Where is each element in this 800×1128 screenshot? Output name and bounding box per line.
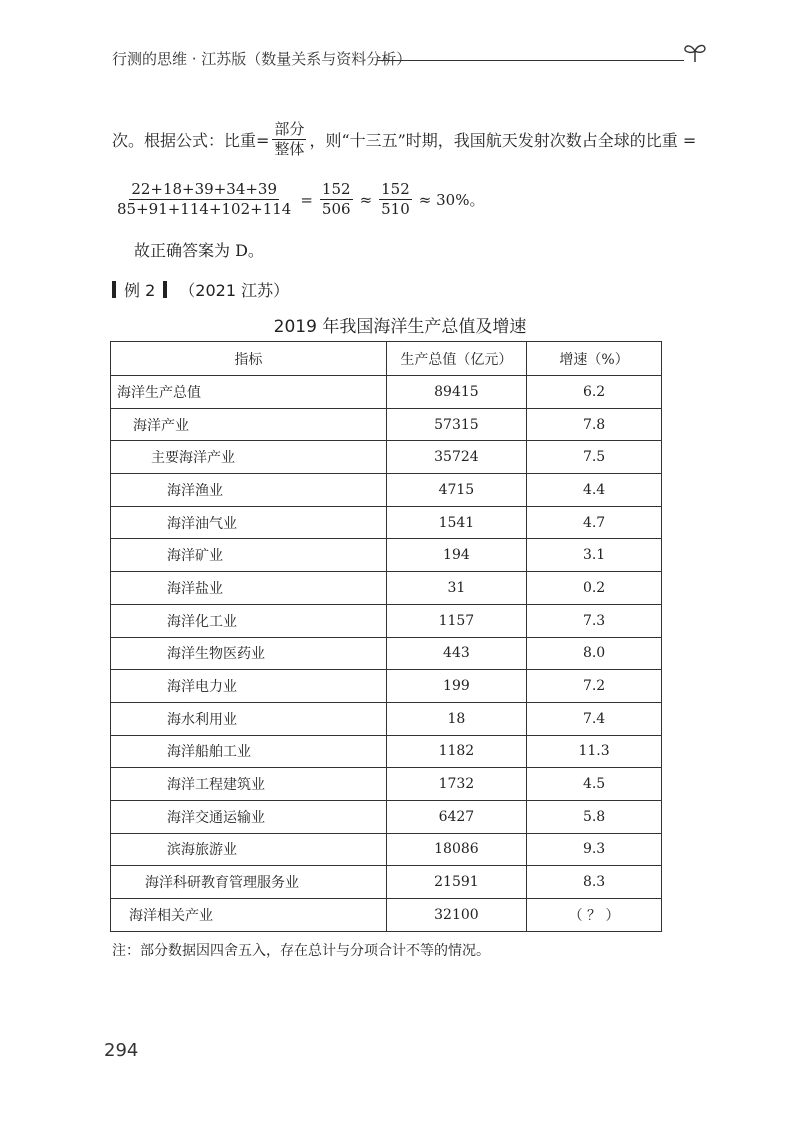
table-row	[111, 506, 662, 539]
row-rate: 11.3	[527, 735, 662, 768]
row-value: 89415	[386, 376, 526, 409]
example-source: （2021 江苏）	[179, 281, 290, 300]
page-number: 294	[104, 1040, 139, 1061]
row-name: 海洋盐业	[111, 572, 387, 605]
row-rate: 5.8	[527, 800, 662, 833]
table-row	[111, 637, 662, 670]
row-value: 443	[386, 637, 526, 670]
row-rate: 6.2	[527, 376, 662, 409]
row-rate: 7.8	[527, 408, 662, 441]
row-rate: 4.4	[527, 474, 662, 507]
table-row	[111, 539, 662, 572]
row-value: 1541	[386, 506, 526, 539]
row-name: 海洋工程建筑业	[111, 768, 387, 801]
result-denominator: 506	[321, 200, 351, 218]
bar-mark-right	[163, 281, 167, 298]
row-value: 1182	[386, 735, 526, 768]
row-name: 海洋化工业	[111, 604, 387, 637]
table-row	[111, 800, 662, 833]
header-rule	[377, 60, 684, 61]
row-name: 海洋交通运输业	[111, 800, 387, 833]
row-rate: 4.5	[527, 768, 662, 801]
line1-suffix: ，则“十三五”时期，我国航天发射次数占全球的比重 =	[309, 131, 697, 150]
row-value: 18	[386, 702, 526, 735]
row-rate: 7.4	[527, 702, 662, 735]
table-row	[111, 474, 662, 507]
row-rate: 3.1	[527, 539, 662, 572]
row-value: 6427	[386, 800, 526, 833]
sprout-icon	[682, 40, 708, 64]
row-rate: 7.5	[527, 441, 662, 474]
row-rate: 0.2	[527, 572, 662, 605]
row-value: 194	[386, 539, 526, 572]
table-row	[111, 670, 662, 703]
row-value: 35724	[386, 441, 526, 474]
table-row	[111, 376, 662, 409]
approx-fraction	[379, 180, 412, 219]
table-row	[111, 702, 662, 735]
result-fraction	[320, 180, 353, 219]
row-name: 海洋科研教育管理服务业	[111, 866, 387, 899]
table-row	[111, 866, 662, 899]
solution-text-line1	[112, 120, 696, 159]
row-rate: 7.2	[527, 670, 662, 703]
row-value: 1732	[386, 768, 526, 801]
bar-mark-left	[112, 281, 116, 298]
table-header-row	[111, 342, 662, 376]
row-rate: 4.7	[527, 506, 662, 539]
table-row	[111, 833, 662, 866]
table-row	[111, 768, 662, 801]
table-note: 注：部分数据因四舍五入，存在总计与分项合计不等的情况。	[112, 943, 490, 959]
row-name: 海洋油气业	[111, 506, 387, 539]
table-title: 2019 年我国海洋生产总值及增速	[273, 317, 527, 337]
header-growth: 增速（%）	[527, 342, 662, 376]
row-name: 滨海旅游业	[111, 833, 387, 866]
ocean-output-table	[110, 341, 662, 932]
fraction-numerator: 部分	[274, 120, 305, 138]
answer-statement: 故正确答案为 D。	[134, 241, 264, 260]
sum-denominator: 85+91+114+102+114	[117, 200, 292, 218]
final-result: ≈ 30%。	[418, 191, 485, 209]
row-value: 4715	[386, 474, 526, 507]
equals-sign: =	[300, 190, 313, 209]
row-name: 海洋生产总值	[111, 376, 387, 409]
line1-prefix: 次。根据公式：比重=	[112, 131, 270, 150]
result-numerator: 152	[321, 180, 351, 198]
approx-denominator: 510	[381, 200, 410, 218]
row-rate: 9.3	[527, 833, 662, 866]
row-name: 海洋船舶工业	[111, 735, 387, 768]
row-name: 海洋产业	[111, 408, 387, 441]
row-name: 海洋矿业	[111, 539, 387, 572]
book-title: 行测的思维 · 江苏版（数量关系与资料分析）	[112, 50, 412, 68]
running-header	[112, 48, 702, 72]
row-value: 31	[386, 572, 526, 605]
row-name: 海洋渔业	[111, 474, 387, 507]
row-name: 海洋生物医药业	[111, 637, 387, 670]
example-label: 例 2	[124, 281, 156, 300]
ratio-formula-fraction	[272, 120, 306, 159]
row-name: 海水利用业	[111, 702, 387, 735]
approx-sign: ≈	[359, 190, 373, 209]
row-name: 主要海洋产业	[111, 441, 387, 474]
row-value: 18086	[386, 833, 526, 866]
header-output: 生产总值（亿元）	[386, 342, 526, 376]
example-heading	[112, 278, 289, 301]
table-row	[111, 735, 662, 768]
fraction-denominator: 整体	[274, 140, 305, 158]
table-row	[111, 572, 662, 605]
table-row	[111, 899, 662, 932]
row-value: 21591	[386, 866, 526, 899]
table-row	[111, 604, 662, 637]
row-rate: 8.3	[527, 866, 662, 899]
row-rate: 8.0	[527, 637, 662, 670]
table-row	[111, 408, 662, 441]
row-value: 32100	[386, 899, 526, 932]
sum-numerator: 22+18+39+34+39	[131, 180, 278, 198]
row-value: 1157	[386, 604, 526, 637]
row-name: 海洋相关产业	[111, 899, 387, 932]
row-value: 57315	[386, 408, 526, 441]
calculation-line	[112, 180, 488, 219]
row-name: 海洋电力业	[111, 670, 387, 703]
approx-numerator: 152	[381, 180, 410, 198]
header-indicator: 指标	[111, 342, 387, 376]
sum-fraction	[115, 180, 293, 219]
row-value: 199	[386, 670, 526, 703]
row-rate: （ ？ ）	[527, 899, 662, 932]
row-rate: 7.3	[527, 604, 662, 637]
table-row	[111, 441, 662, 474]
